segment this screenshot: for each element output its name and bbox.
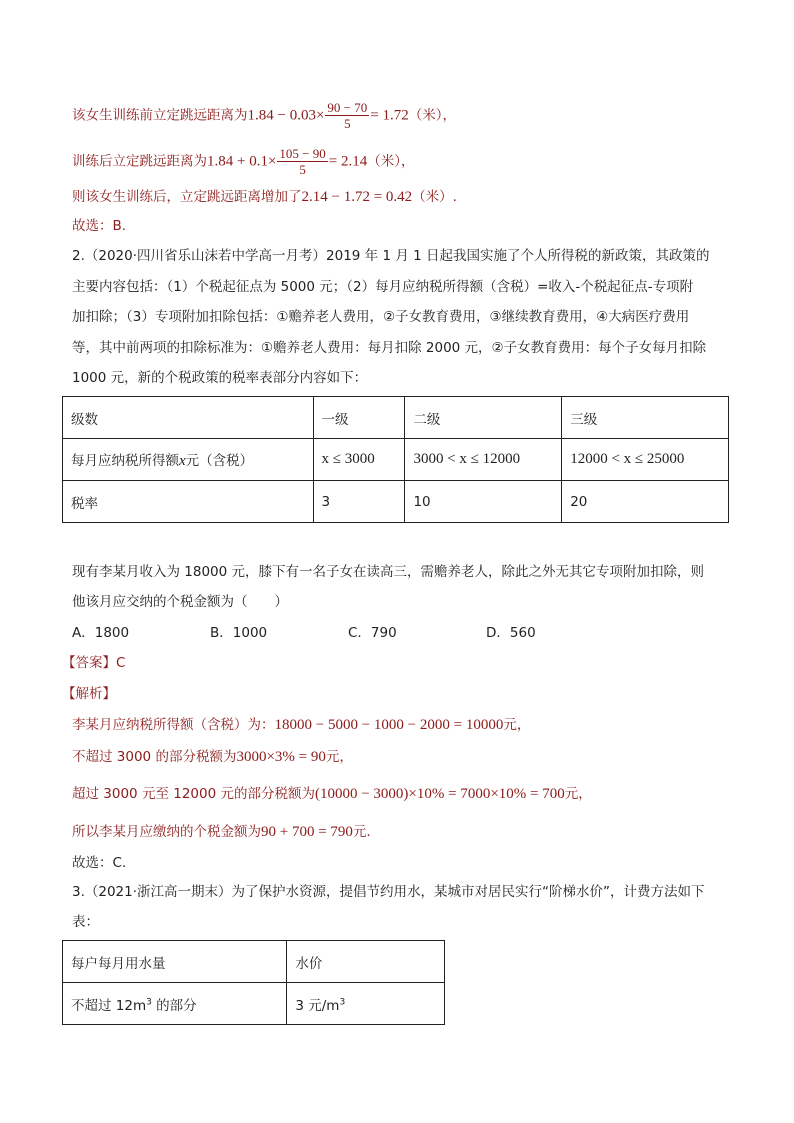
table-cell: 税率 [63, 481, 314, 523]
solution-text: 训练后立定跳远距离为 [72, 153, 207, 170]
solution-line-3 [72, 187, 457, 207]
option-b: B．1000 [210, 625, 268, 641]
solution-text: 该女生训练前立定跳远距离为 [72, 107, 248, 124]
question-2-line-4: 等，其中前两项的扣除标准为：①赡养老人费用：每月扣除 2000 元，②子女教育费用：每个子女每月扣除 [72, 340, 707, 356]
table-row [63, 941, 445, 983]
analysis-line-4: 所以李某月应缴纳的个税金额为90 + 700 = 790元. [72, 824, 371, 840]
math-expression: 1.84 + 0.1× [207, 153, 277, 170]
analysis-label: 【解析】 [62, 686, 116, 702]
table-row [63, 983, 445, 1025]
table-header-cell: 一级 [313, 397, 405, 439]
table-row [63, 439, 729, 481]
table-cell: x ≤ 3000 [313, 439, 405, 481]
math-expression: 1.84 − 0.03× [247, 107, 325, 124]
question-2-line-2: 主要内容包括：（1）个税起征点为 5000 元；（2）每月应纳税所得额（含税）=收入-个税起征点-专项附 [72, 279, 694, 295]
question-2-line-3: 加扣除；（3）专项附加扣除包括：①赡养老人费用，②子女教育费用，③继续教育费用，④大病医疗费用 [72, 309, 690, 325]
analysis-line-1: 李某月应纳税所得额（含税）为：18000 − 5000 − 1000 − 2000 = 10000元， [72, 717, 531, 733]
table-header-cell: 水价 [287, 941, 445, 983]
math-expression: = 1.72 [370, 107, 409, 124]
analysis-line-2: 不超过 3000 的部分税额为3000×3% = 90元， [72, 749, 353, 765]
fraction: $\frac{105 - 90}{5}$ [279, 146, 326, 177]
question-3-line-2: 表： [72, 914, 99, 930]
unit-text: （米）. [412, 189, 457, 205]
solution-line-2 [72, 146, 414, 177]
option-a: A．1800 [72, 625, 130, 641]
table-cell: 12000 < x ≤ 25000 [562, 439, 729, 481]
solution-conclusion: 故选：B. [72, 218, 127, 234]
table-header-cell: 每户每月用水量 [63, 941, 287, 983]
option-d: D．560 [486, 625, 536, 641]
table-header-cell: 级数 [63, 397, 314, 439]
table-cell: 不超过 $12m^3$ 的部分 [63, 983, 287, 1025]
table-cell: 每月应纳税所得额x元（含税） [63, 439, 314, 481]
table-cell: 3 元$/m^3$ [287, 983, 445, 1025]
question-3-line-1: 3.（2021·浙江高一期末）为了保护水资源，提倡节约用水，某城市对居民实行“阶梯水价”，计费方法如下 [72, 884, 705, 900]
table-header-cell: 二级 [405, 397, 562, 439]
unit-text: （米）， [408, 107, 456, 124]
table-cell: 10 [405, 481, 562, 523]
table-header-cell: 三级 [562, 397, 729, 439]
analysis-conclusion: 故选：C. [72, 855, 127, 871]
solution-text: 则该女生训练后，立定跳远距离增加了 [72, 189, 302, 205]
unit-text: （米）， [367, 153, 415, 170]
tax-rate-table [62, 396, 729, 523]
option-c: C．790 [348, 625, 397, 641]
water-price-table [62, 940, 445, 1025]
math-expression: 2.14 − 1.72 = 0.42 [301, 189, 413, 205]
table-cell: 3000 < x ≤ 12000 [405, 439, 562, 481]
analysis-line-3: 超过 3000 元至 12000 元的部分税额为(10000 − 3000)×10% = 7000×10% = 700元， [72, 786, 592, 802]
table-cell: 20 [562, 481, 729, 523]
table-cell: 3 [313, 481, 405, 523]
solution-line-1 [72, 100, 456, 131]
question-2-stem-2: 他该月应交纳的个税金额为（ ） [72, 594, 288, 610]
question-2-line-5: 1000 元，新的个税政策的税率表部分内容如下： [72, 370, 368, 386]
answer-label: 【答案】C [62, 655, 126, 671]
question-2-line-1: 2.（2020·四川省乐山沫若中学高一月考）2019 年 1 月 1 日起我国实施了个人所得税的新政策，其政策的 [72, 248, 710, 264]
fraction: $\frac{90 - 70}{5}$ [327, 100, 368, 131]
question-2-stem-1: 现有李某月收入为 18000 元，膝下有一名子女在读高三，需赡养老人，除此之外无其它专项附加扣除，则 [72, 564, 705, 580]
table-row [63, 397, 729, 439]
answer-options [72, 623, 624, 643]
math-expression: = 2.14 [328, 153, 368, 170]
table-row [63, 481, 729, 523]
